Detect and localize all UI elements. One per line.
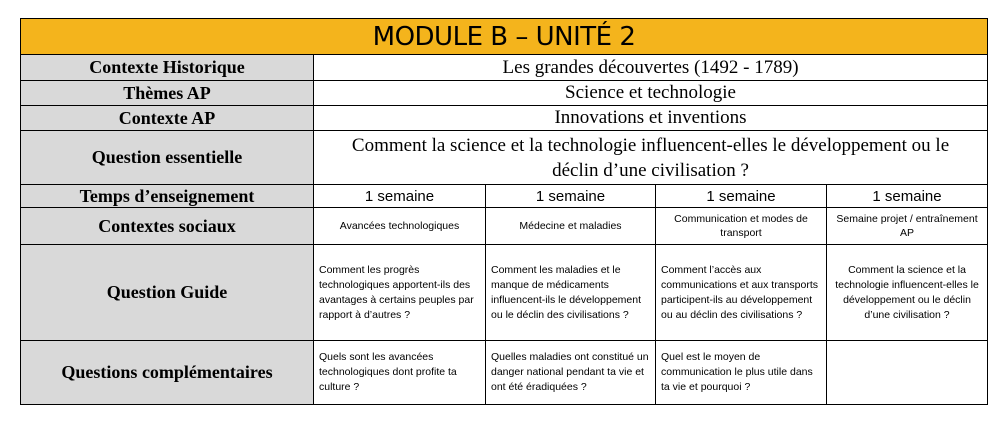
- module-title: MODULE B – UNITÉ 2: [21, 19, 988, 55]
- question-guide-cell: Comment la science et la technologie influencent-elles le développement ou le déclin d’une civilisation ?: [827, 245, 988, 341]
- label-question-guide: Question Guide: [21, 245, 314, 341]
- row-question-essentielle: [21, 131, 988, 185]
- label-themes-ap: Thèmes AP: [21, 81, 314, 106]
- temps-cell: 1 semaine: [314, 185, 486, 208]
- label-contexte-historique: Contexte Historique: [21, 55, 314, 81]
- row-question-guide: [21, 245, 988, 341]
- value-question-essentielle: Comment la science et la technologie influencent-elles le développement ou le déclin d’une civilisation ?: [314, 131, 988, 185]
- label-temps: Temps d’enseignement: [21, 185, 314, 208]
- question-guide-cell: Comment les progrès technologiques apportent-ils des avantages à certains peuples par rapport à d’autres ?: [314, 245, 486, 341]
- label-contexte-ap: Contexte AP: [21, 106, 314, 131]
- row-themes-ap: [21, 81, 988, 106]
- row-temps: [21, 185, 988, 208]
- row-contextes-sociaux: [21, 208, 988, 245]
- contexte-social-cell: Communication et modes de transport: [656, 208, 827, 245]
- question-guide-cell: Comment l’accès aux communications et aux transports participent-ils au développement ou au déclin des civilisations ?: [656, 245, 827, 341]
- value-themes-ap: Science et technologie: [314, 81, 988, 106]
- label-contextes-sociaux: Contextes sociaux: [21, 208, 314, 245]
- temps-cell: 1 semaine: [827, 185, 988, 208]
- value-contexte-ap: Innovations et inventions: [314, 106, 988, 131]
- label-questions-complementaires: Questions complémentaires: [21, 341, 314, 405]
- question-complementaire-cell: Quel est le moyen de communication le plus utile dans ta vie et pourquoi ?: [656, 341, 827, 405]
- question-complementaire-cell: Quels sont les avancées technologiques dont profite ta culture ?: [314, 341, 486, 405]
- contexte-social-cell: Avancées technologiques: [314, 208, 486, 245]
- contexte-social-cell: Médecine et maladies: [486, 208, 656, 245]
- question-complementaire-cell: [827, 341, 988, 405]
- row-contexte-ap: [21, 106, 988, 131]
- unit-table: [20, 18, 988, 405]
- question-guide-cell: Comment les maladies et le manque de médicaments influencent-ils le développement ou le déclin des civilisations ?: [486, 245, 656, 341]
- contexte-social-cell: Semaine projet / entraînement AP: [827, 208, 988, 245]
- row-contexte-historique: [21, 55, 988, 81]
- temps-cell: 1 semaine: [486, 185, 656, 208]
- label-question-essentielle: Question essentielle: [21, 131, 314, 185]
- title-row: [21, 19, 988, 55]
- question-complementaire-cell: Quelles maladies ont constitué un danger national pendant ta vie et ont été éradiquées ?: [486, 341, 656, 405]
- temps-cell: 1 semaine: [656, 185, 827, 208]
- value-contexte-historique: Les grandes découvertes (1492 - 1789): [314, 55, 988, 81]
- row-questions-complementaires: [21, 341, 988, 405]
